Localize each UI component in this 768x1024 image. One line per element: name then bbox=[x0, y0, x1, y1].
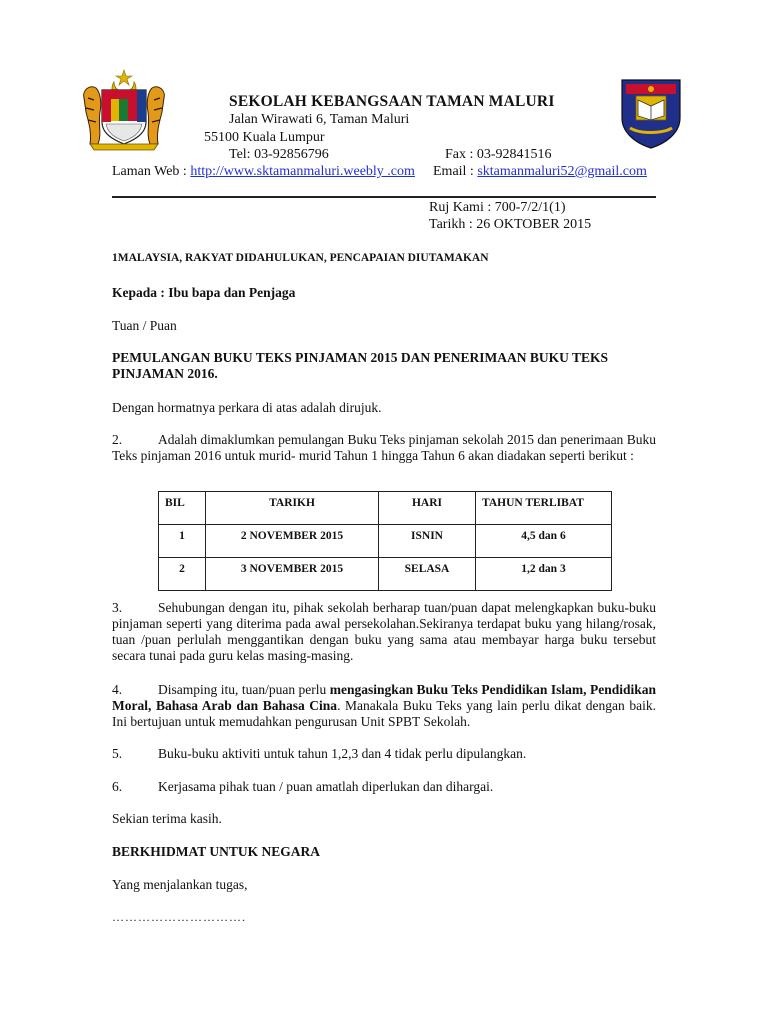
paragraph-2-number: 2. bbox=[112, 432, 123, 447]
recipient: Kepada : Ibu bapa dan Penjaga bbox=[112, 285, 296, 300]
paragraph-5-number: 5. bbox=[112, 746, 123, 761]
salutation: Tuan / Puan bbox=[112, 318, 177, 333]
cell-tarikh: 3 NOVEMBER 2015 bbox=[206, 558, 379, 591]
motto: BERKHIDMAT UNTUK NEGARA bbox=[112, 844, 321, 859]
school-badge-logo bbox=[618, 76, 684, 150]
paragraph-4-number: 4. bbox=[112, 682, 123, 697]
paragraph-4-text-b: . Manakala Buku Teks yang lain perlu dikat dengan baik. Ini bertujuan untuk memudahkan pengurusan Unit SPBT Sekolah. bbox=[112, 698, 656, 729]
table-row bbox=[159, 558, 612, 591]
header-tarikh: TARIKH bbox=[206, 492, 379, 525]
closing-line: Sekian terima kasih. bbox=[112, 811, 222, 826]
paragraph-4-text-a: Disamping itu, tuan/puan perlu bbox=[158, 682, 330, 697]
header-divider bbox=[112, 196, 656, 198]
website-label: Laman Web : bbox=[112, 164, 191, 179]
fax-number: Fax : 03-92841516 bbox=[445, 147, 552, 162]
address-line-2: 55100 Kuala Lumpur bbox=[204, 130, 325, 145]
address-line-1: Jalan Wirawati 6, Taman Maluri bbox=[229, 112, 410, 127]
schedule-table bbox=[158, 491, 612, 591]
paragraph-4 bbox=[112, 682, 656, 730]
paragraph-6-number: 6. bbox=[112, 779, 123, 794]
reference-number: Ruj Kami : 700-7/2/1(1) bbox=[429, 200, 566, 215]
paragraph-6 bbox=[112, 779, 493, 795]
cell-tahun-terlibat: 4,5 dan 6 bbox=[476, 525, 612, 558]
website-link[interactable]: http://www.sktamanmaluri.weebly .com bbox=[190, 164, 415, 179]
paragraph-6-text: Kerjasama pihak tuan / puan amatlah diperlukan dan dihargai. bbox=[158, 779, 494, 794]
paragraph-2 bbox=[112, 432, 656, 464]
paragraph-5-text: Buku-buku aktiviti untuk tahun 1,2,3 dan 4 tidak perlu dipulangkan. bbox=[158, 746, 527, 761]
paragraph-4-emphasis: mengasingkan Buku Teks Pendidikan Islam, Pendidikan Moral, Bahasa Arab dan Bahasa Cina bbox=[112, 682, 656, 713]
letter-date: Tarikh : 26 OKTOBER 2015 bbox=[429, 217, 592, 232]
cell-bil: 1 bbox=[159, 525, 206, 558]
cell-hari: ISNIN bbox=[379, 525, 476, 558]
letter-subject: PEMULANGAN BUKU TEKS PINJAMAN 2015 DAN PENERIMAAN BUKU TEKS PINJAMAN 2016. bbox=[112, 350, 609, 381]
opening-line: Dengan hormatnya perkara di atas adalah dirujuk. bbox=[112, 400, 382, 415]
cell-bil: 2 bbox=[159, 558, 206, 591]
paragraph-3-text: Sehubungan dengan itu, pihak sekolah berharap tuan/puan dapat melengkapkan buku-buku pinjaman seperti yang diterima pada awal persekolahan.Sekiranya terdapat buku yang hilang/rosak, tuan /puan perlulah menggantikan dengan buku yang sama atau membayar harga buku tersebut secara tunai pada guru kelas masing-masing. bbox=[112, 600, 656, 663]
table-header-row bbox=[159, 492, 612, 525]
sign-off: Yang menjalankan tugas, bbox=[112, 877, 248, 892]
paragraph-5 bbox=[112, 746, 526, 762]
website-row bbox=[112, 164, 415, 180]
paragraph-2-text: Adalah dimaklumkan pemulangan Buku Teks pinjaman sekolah 2015 dan penerimaan Buku Teks pinjaman 2016 untuk murid- murid Tahun 1 hingga Tahun 6 akan diadakan seperti berikut : bbox=[112, 432, 656, 463]
header-hari: HARI bbox=[379, 492, 476, 525]
email-link[interactable]: sktamanmaluri52@gmail.com bbox=[477, 164, 647, 179]
telephone-number: Tel: 03-92856796 bbox=[229, 147, 329, 162]
header-bil: BIL bbox=[159, 492, 206, 525]
school-name: SEKOLAH KEBANGSAAN TAMAN MALURI bbox=[229, 93, 555, 110]
table-row bbox=[159, 525, 612, 558]
cell-hari: SELASA bbox=[379, 558, 476, 591]
cell-tarikh: 2 NOVEMBER 2015 bbox=[206, 525, 379, 558]
header-tahun-terlibat: TAHUN TERLIBAT bbox=[476, 492, 612, 525]
email-row bbox=[433, 164, 647, 180]
paragraph-3 bbox=[112, 600, 656, 664]
signature-line: …………………………. bbox=[112, 910, 246, 924]
coat-of-arms-logo bbox=[80, 68, 168, 152]
email-label: Email : bbox=[433, 164, 478, 179]
slogan: 1MALAYSIA, RAKYAT DIDAHULUKAN, PENCAPAIAN DIUTAMAKAN bbox=[112, 252, 489, 264]
paragraph-3-number: 3. bbox=[112, 600, 123, 615]
cell-tahun-terlibat: 1,2 dan 3 bbox=[476, 558, 612, 591]
